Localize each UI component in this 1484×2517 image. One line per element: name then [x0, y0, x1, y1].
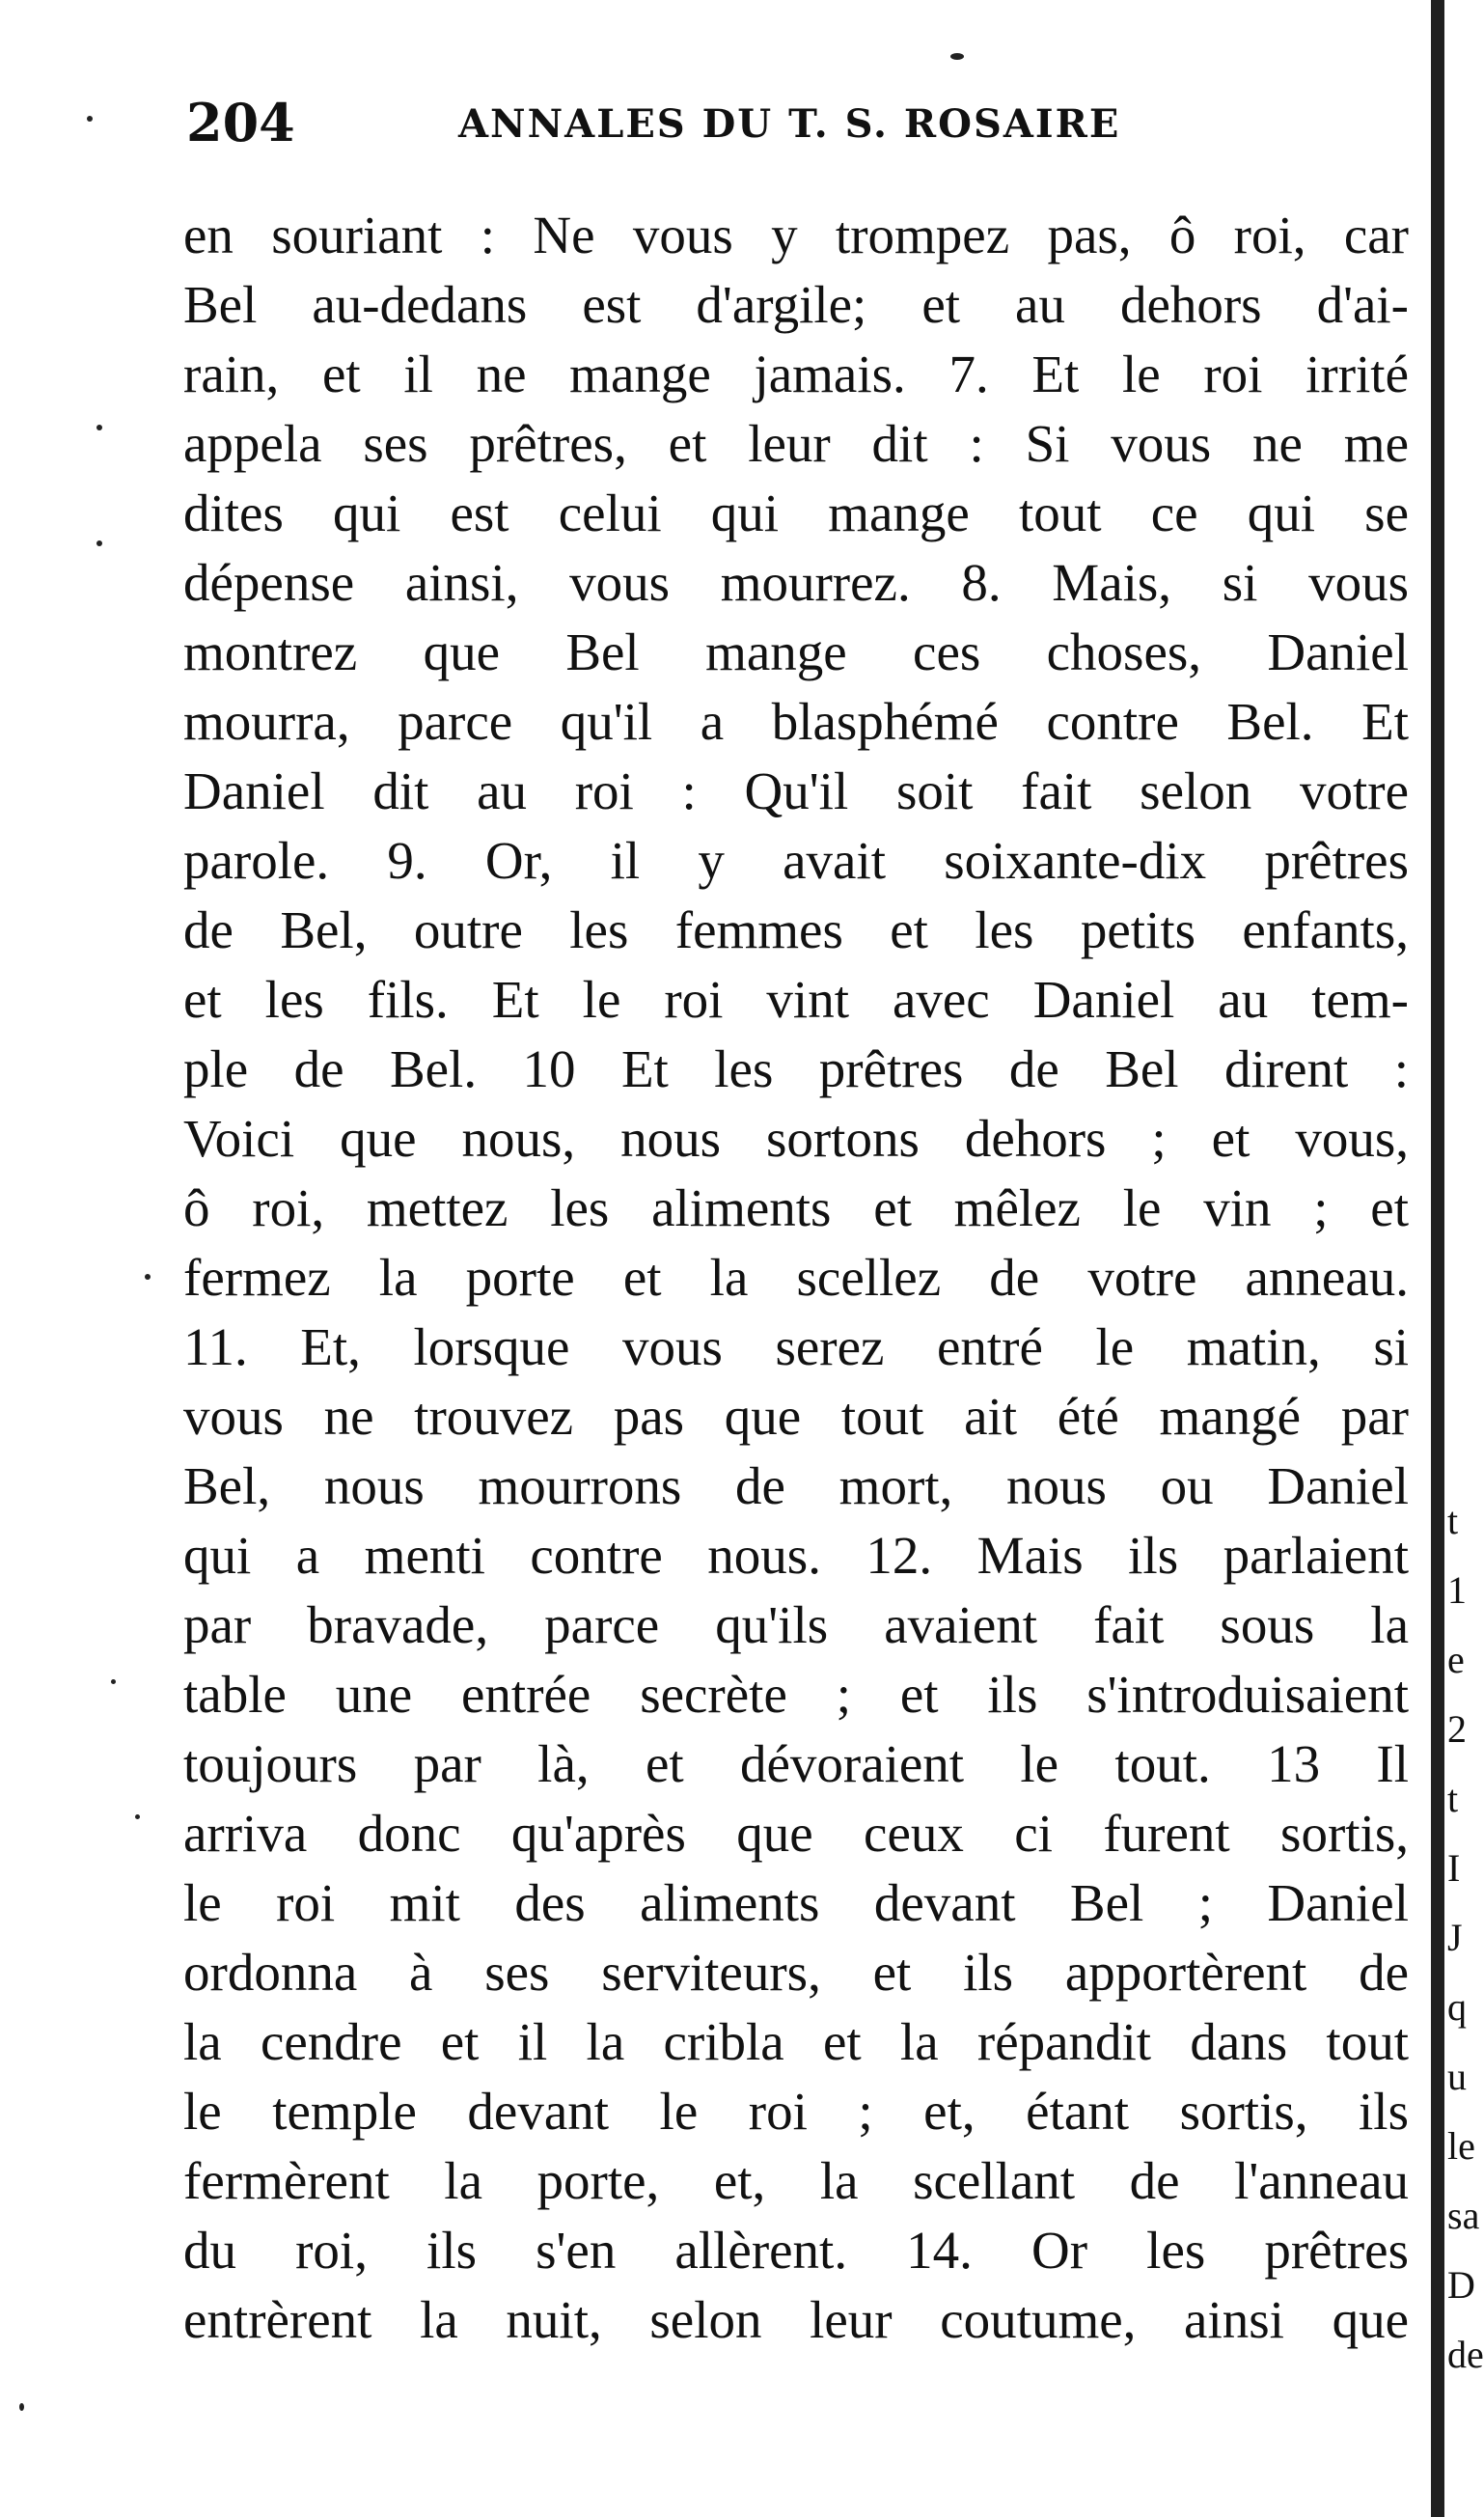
edge-letter: t	[1447, 1777, 1459, 1820]
next-page-edge-letters	[1447, 1486, 1484, 2390]
text-line: fermez la porte et la scellez de votre anneau.	[183, 1248, 1409, 1307]
text-line: montrez que Bel mange ces choses, Daniel	[183, 622, 1409, 681]
text-line: dites qui est celui qui mange tout ce qui se	[183, 484, 1409, 542]
text-line: la cendre et il la cribla et la répandit dans tout	[183, 2012, 1409, 2071]
text-line: le temple devant le roi ; et, étant sortis, ils	[183, 2082, 1409, 2141]
text-line: dépense ainsi, vous mourrez. 8. Mais, si vous	[183, 553, 1409, 612]
scan-speck	[96, 540, 102, 546]
running-title: ANNALES DU T. S. ROSAIRE	[458, 101, 1121, 147]
edge-letter: sa	[1447, 2194, 1480, 2237]
body-text	[183, 201, 1409, 2355]
text-line: vous ne trouvez pas que tout ait été mangé par	[183, 1387, 1409, 1446]
text-line: Voici que nous, nous sortons dehors ; et vous,	[183, 1109, 1409, 1168]
text-line: qui a menti contre nous. 12. Mais ils parlaient	[183, 1526, 1409, 1585]
text-line: entrèrent la nuit, selon leur coutume, ainsi que	[183, 2290, 1409, 2349]
page-header	[179, 92, 1404, 159]
text-line: arriva donc qu'après que ceux ci furent sortis,	[183, 1804, 1409, 1863]
edge-letter: de	[1447, 2333, 1484, 2376]
edge-letter: e	[1447, 1638, 1465, 1681]
text-line: 11. Et, lorsque vous serez entré le matin, si	[183, 1317, 1409, 1376]
scan-speck	[135, 1814, 140, 1819]
scan-speck	[19, 2403, 24, 2411]
scan-speck	[111, 1679, 116, 1684]
edge-letter: I	[1447, 1846, 1461, 1890]
text-line: du roi, ils s'en allèrent. 14. Or les prêtres	[183, 2221, 1409, 2280]
scan-speck	[87, 116, 93, 122]
scan-speck	[950, 53, 964, 60]
text-line: ordonna à ses serviteurs, et ils apportèrent de	[183, 1943, 1409, 2002]
text-line: ple de Bel. 10 Et les prêtres de Bel dirent :	[183, 1039, 1409, 1098]
edge-letter: q	[1447, 1985, 1467, 2029]
text-line: appela ses prêtres, et leur dit : Si vous ne me	[183, 414, 1409, 473]
edge-letter: 1	[1447, 1568, 1467, 1612]
text-line: en souriant : Ne vous y trompez pas, ô roi, car	[183, 206, 1409, 264]
text-line: par bravade, parce qu'ils avaient fait sous la	[183, 1595, 1409, 1654]
edge-letter: u	[1447, 2055, 1467, 2098]
edge-letter: t	[1447, 1499, 1459, 1542]
text-line: rain, et il ne mange jamais. 7. Et le roi irrité	[183, 345, 1409, 403]
text-line: fermèrent la porte, et, la scellant de l'anneau	[183, 2151, 1409, 2210]
edge-letter: 2	[1447, 1707, 1467, 1751]
page-number: 204	[186, 92, 295, 153]
text-line: toujours par là, et dévoraient le tout. 13 Il	[183, 1734, 1409, 1793]
text-line: Daniel dit au roi : Qu'il soit fait selon votre	[183, 761, 1409, 820]
scan-speck	[96, 425, 102, 430]
edge-letter: D	[1447, 2263, 1475, 2307]
scan-speck	[145, 1274, 151, 1280]
text-line: parole. 9. Or, il y avait soixante-dix prêtres	[183, 831, 1409, 890]
text-line: le roi mit des aliments devant Bel ; Daniel	[183, 1873, 1409, 1932]
text-line: de Bel, outre les femmes et les petits enfants,	[183, 900, 1409, 959]
edge-letter: J	[1447, 1916, 1463, 1959]
text-line: Bel, nous mourrons de mort, nous ou Daniel	[183, 1456, 1409, 1515]
edge-letter: le	[1447, 2124, 1475, 2168]
text-line: table une entrée secrète ; et ils s'introduisaient	[183, 1665, 1409, 1724]
text-line: mourra, parce qu'il a blasphémé contre Bel. Et	[183, 692, 1409, 751]
text-line: ô roi, mettez les aliments et mêlez le vin ; et	[183, 1178, 1409, 1237]
text-line: et les fils. Et le roi vint avec Daniel au tem-	[183, 970, 1409, 1029]
text-line: Bel au-dedans est d'argile; et au dehors d'ai-	[183, 275, 1409, 334]
